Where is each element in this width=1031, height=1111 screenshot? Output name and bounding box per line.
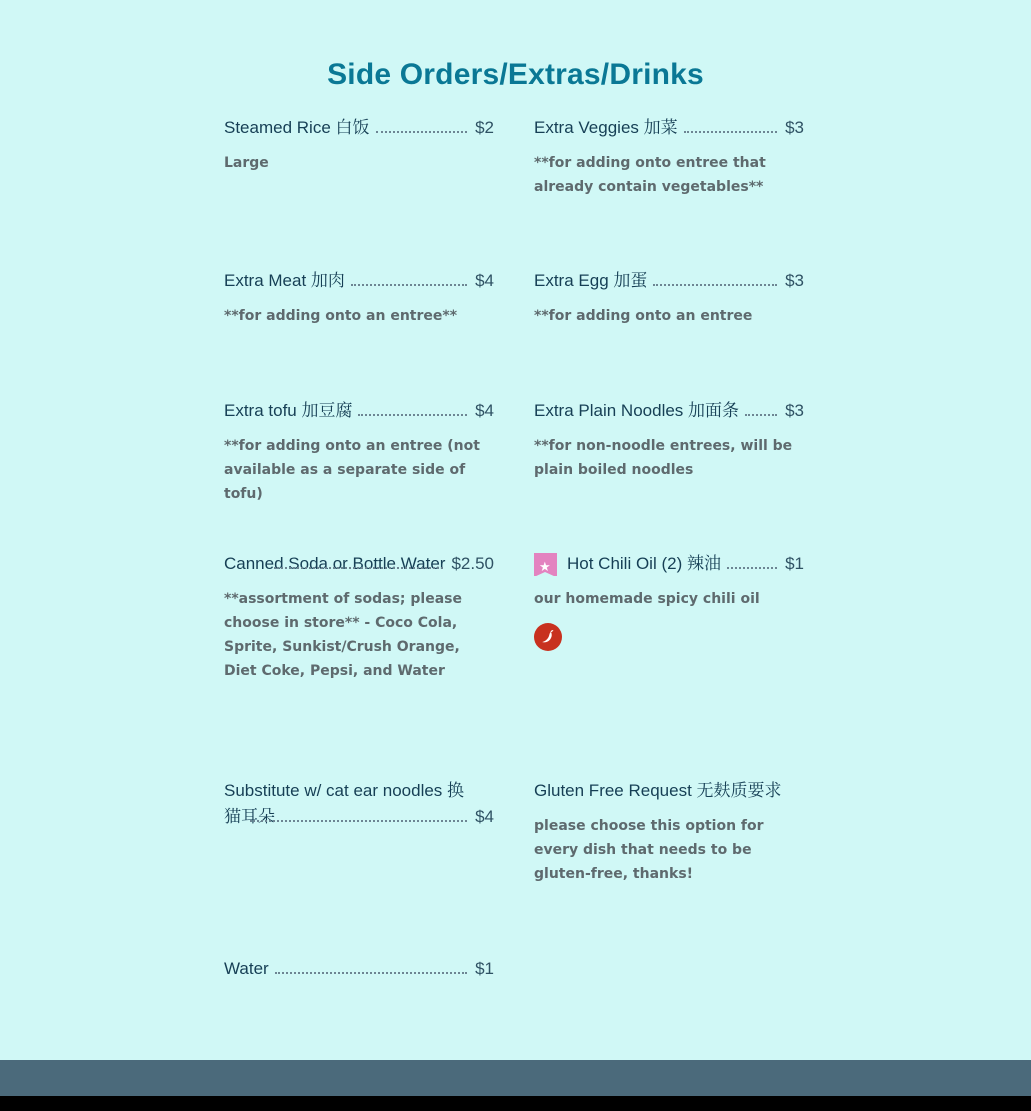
item-price: $4	[475, 807, 494, 826]
item-name: Extra Meat 加肉	[224, 271, 345, 290]
menu-item[interactable]	[224, 778, 494, 830]
item-description: **for adding onto an entree	[534, 308, 753, 324]
section-title: Side Orders/Extras/Drinks	[327, 58, 704, 91]
menu-item[interactable]	[224, 115, 494, 175]
menu-item[interactable]	[224, 398, 494, 506]
item-description: **for adding onto an entree (not available as a separate side of tofu)	[224, 438, 480, 502]
star-ribbon-icon	[534, 553, 557, 576]
menu-item[interactable]	[224, 956, 494, 982]
item-name: Extra Egg 加蛋	[534, 271, 648, 290]
item-price: $1	[785, 554, 804, 573]
menu-item[interactable]	[224, 551, 494, 683]
dot-leader	[745, 414, 777, 416]
item-description: **for adding onto entree that already contain vegetables**	[534, 155, 766, 195]
menu-item[interactable]	[534, 551, 804, 651]
dot-leader	[358, 414, 467, 416]
item-description: our homemade spicy chili oil	[534, 591, 760, 607]
item-name: Gluten Free Request 无麸质要求	[534, 781, 782, 800]
dot-leader	[275, 972, 467, 974]
item-price: $3	[785, 401, 804, 420]
dot-leader	[684, 131, 777, 133]
item-price: $2	[475, 118, 494, 137]
menu-item[interactable]	[534, 778, 804, 886]
menu-item[interactable]	[534, 398, 804, 482]
item-price: $4	[475, 401, 494, 420]
item-name: Substitute w/ cat ear noodles 换猫耳朵	[224, 781, 465, 826]
item-price: $3	[785, 271, 804, 290]
item-name: Canned Soda or Bottle Water	[224, 554, 446, 573]
dot-leader	[274, 567, 443, 569]
item-name: Steamed Rice 白饭	[224, 118, 370, 137]
item-price: $2.50	[451, 554, 494, 573]
dot-leader	[653, 284, 777, 286]
menu-item[interactable]	[224, 268, 494, 328]
footer-bar	[0, 1060, 1031, 1096]
item-name: Extra tofu 加豆腐	[224, 401, 353, 420]
item-price: $3	[785, 118, 804, 137]
menu-item[interactable]	[534, 268, 804, 328]
item-name: Water	[224, 959, 269, 978]
item-description: please choose this option for every dish that needs to be gluten-free, thanks!	[534, 818, 764, 882]
footer-bottom-edge	[0, 1096, 1031, 1111]
chili-pepper-icon	[534, 623, 562, 651]
item-price: $1	[475, 959, 494, 978]
dot-leader	[250, 820, 467, 822]
item-name: Hot Chili Oil (2) 辣油	[567, 554, 721, 573]
dot-leader	[351, 284, 467, 286]
menu-item[interactable]	[534, 115, 804, 199]
item-price: $4	[475, 271, 494, 290]
item-name: Extra Veggies 加菜	[534, 118, 678, 137]
dot-leader	[376, 131, 468, 133]
item-description: **for non-noodle entrees, will be plain boiled noodles	[534, 438, 793, 478]
item-description: **for adding onto an entree**	[224, 308, 458, 324]
item-name: Extra Plain Noodles 加面条	[534, 401, 740, 420]
item-description: Large	[224, 155, 269, 171]
dot-leader	[727, 567, 777, 569]
item-description: **assortment of sodas; please choose in store** - Coco Cola, Sprite, Sunkist/Crush Orange, Diet Coke, Pepsi, and Water	[224, 591, 462, 679]
